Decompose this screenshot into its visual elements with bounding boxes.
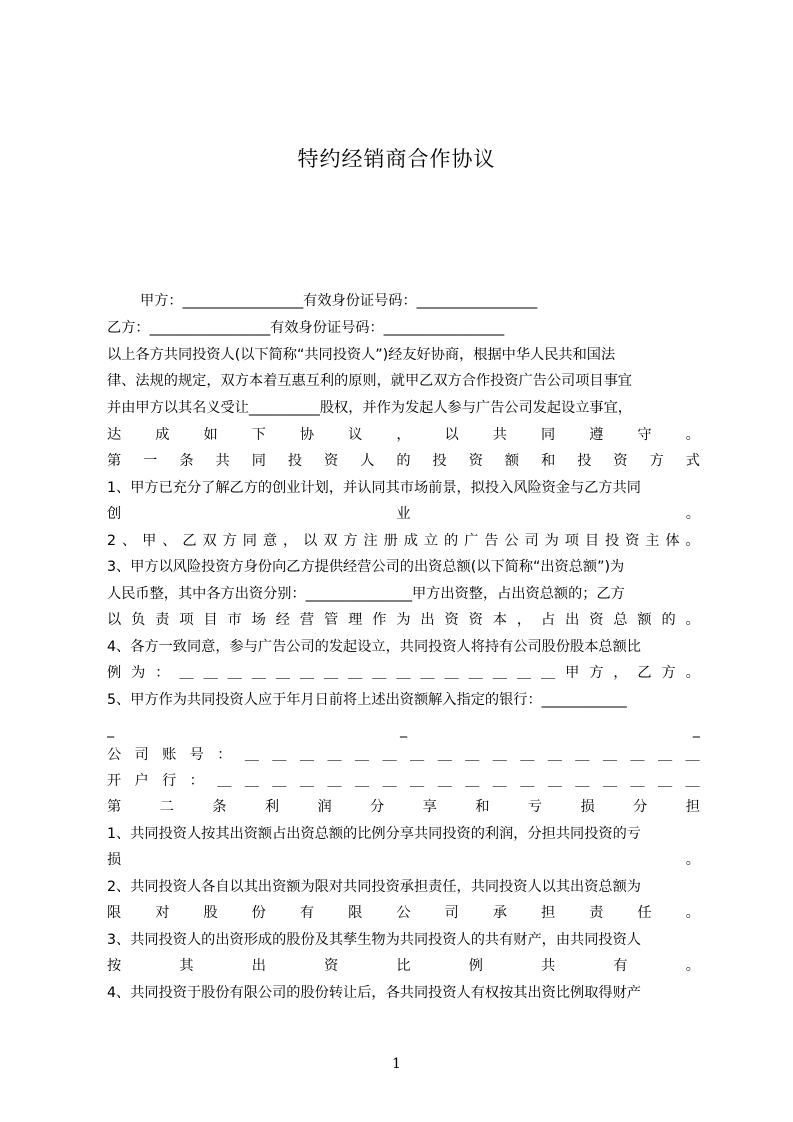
- glyph: 股: [203, 905, 218, 921]
- glyph: _: [107, 722, 115, 738]
- glyph: 第: [107, 799, 122, 815]
- glyph: ＿: [630, 747, 645, 763]
- glyph: 分: [370, 799, 385, 815]
- glyph: ＿: [410, 773, 425, 789]
- glyph: 比: [396, 958, 411, 974]
- glyph: 管: [323, 612, 339, 628]
- glyph: ＿: [323, 665, 339, 681]
- glyph: 开: [107, 773, 122, 789]
- glyph: 资: [324, 453, 339, 469]
- glyph: 投: [604, 533, 620, 549]
- glyph: ＿: [299, 747, 315, 763]
- glyph: 方: [661, 665, 676, 681]
- glyph: _: [399, 722, 408, 738]
- glyph: ＿: [540, 665, 556, 681]
- body-line-justified: [107, 531, 700, 551]
- glyph: 议: [348, 427, 363, 443]
- glyph: 同: [242, 533, 257, 549]
- glyph: 占: [540, 612, 556, 628]
- glyph: 公: [396, 905, 411, 921]
- glyph: 投: [577, 453, 592, 469]
- glyph: ＿: [492, 773, 507, 789]
- glyph: ＿: [685, 773, 700, 789]
- glyph: ＿: [179, 665, 194, 681]
- glyph: 。: [685, 905, 700, 921]
- glyph: 责: [589, 905, 604, 921]
- glyph: 号: [189, 747, 204, 763]
- glyph: 例: [468, 958, 483, 974]
- glyph: 亏: [527, 799, 543, 815]
- glyph: 的: [661, 612, 676, 628]
- glyph: 条: [179, 453, 194, 469]
- glyph: 为: [131, 665, 146, 681]
- body-line-justified: [107, 425, 700, 445]
- glyph: 同: [251, 453, 266, 469]
- glyph: 、: [162, 533, 177, 549]
- glyph: 为: [396, 612, 411, 628]
- glyph: 损: [107, 852, 122, 868]
- glyph: 下: [251, 427, 266, 443]
- glyph: 和: [475, 799, 490, 815]
- glyph: 遵: [589, 427, 604, 443]
- document-title: 特约经销商合作协议: [297, 147, 496, 171]
- glyph: 例: [107, 665, 122, 681]
- glyph: 达: [107, 427, 122, 443]
- glyph: ＿: [630, 773, 645, 789]
- glyph: 同: [540, 427, 556, 443]
- glyph: ＿: [465, 747, 480, 763]
- glyph: 方: [343, 533, 358, 549]
- glyph: ＿: [227, 665, 242, 681]
- glyph: ＿: [575, 773, 590, 789]
- glyph: ，: [613, 665, 628, 681]
- body-line: 并由甲方以其名义受让__________股权，并作为发起人参与广告公司发起设立事宜，: [107, 400, 632, 416]
- glyph: ＿: [685, 747, 700, 763]
- glyph: ＿: [420, 665, 435, 681]
- glyph: 以: [444, 427, 459, 443]
- glyph: ＿: [354, 773, 370, 789]
- glyph: 有: [299, 905, 315, 921]
- glyph: 目: [584, 533, 600, 549]
- glyph: ＿: [299, 773, 315, 789]
- glyph: 册: [383, 533, 398, 549]
- glyph: 司: [444, 905, 459, 921]
- body-line-justified: [107, 850, 700, 870]
- glyph: 润: [317, 799, 332, 815]
- glyph: 2: [107, 533, 117, 549]
- glyph: 担: [540, 905, 556, 921]
- glyph: 项: [564, 533, 579, 549]
- glyph: 乙: [637, 665, 652, 681]
- glyph: ＿: [520, 747, 535, 763]
- glyph: ＿: [217, 773, 232, 789]
- glyph: ＿: [354, 747, 370, 763]
- glyph: 责: [155, 612, 170, 628]
- page-number: 1: [392, 1056, 401, 1072]
- body-line: 1、共同投资人按其出资额占出资总额的比例分享共同投资的利润，分担共同投资的亏: [107, 826, 641, 842]
- glyph: ：: [217, 747, 232, 763]
- body-line: 1、甲方已充分了解乙方的创业计划，并认同其市场前景，拟投入风险资金与乙方共同: [107, 480, 641, 496]
- body-line-justified: [107, 956, 700, 976]
- glyph: 作: [372, 612, 387, 628]
- glyph: 第: [107, 453, 122, 469]
- glyph: 广: [464, 533, 479, 549]
- glyph: 项: [179, 612, 194, 628]
- glyph: ＿: [657, 747, 673, 763]
- glyph: 二: [159, 799, 174, 815]
- glyph: 成: [403, 533, 418, 549]
- bank-line: [107, 771, 700, 791]
- glyph: 承: [492, 905, 507, 921]
- glyph: ＿: [299, 665, 315, 681]
- glyph: 出: [565, 612, 580, 628]
- glyph: 资: [444, 612, 459, 628]
- glyph: 份: [251, 905, 266, 921]
- glyph: 出: [251, 958, 266, 974]
- glyph: ＿: [602, 747, 618, 763]
- glyph: 。: [685, 427, 700, 443]
- body-line-justified: [107, 903, 700, 923]
- glyph: 双: [323, 533, 338, 549]
- glyph: 出: [420, 612, 435, 628]
- glyph: 式: [685, 453, 700, 469]
- article-2-heading: [107, 797, 700, 817]
- glyph: 协: [299, 427, 315, 443]
- glyph: ，: [396, 427, 411, 443]
- glyph: 创: [107, 506, 122, 522]
- glyph: 公: [107, 747, 122, 763]
- glyph: 和: [541, 453, 556, 469]
- glyph: 损: [580, 799, 595, 815]
- glyph: 享: [422, 799, 437, 815]
- glyph: ＿: [382, 747, 397, 763]
- glyph: 额: [504, 453, 520, 469]
- glyph: ＿: [348, 665, 363, 681]
- glyph: ：: [189, 773, 204, 789]
- glyph: 一: [143, 453, 158, 469]
- glyph: 资: [589, 612, 604, 628]
- glyph: 条: [212, 799, 227, 815]
- glyph: 为: [544, 533, 559, 549]
- body-line: 5、甲方作为共同投资人应于年月日前将上述出资额解入指定的银行：____________: [107, 692, 627, 708]
- glyph: ，: [282, 533, 298, 549]
- glyph: 意: [262, 533, 278, 549]
- glyph: 资: [468, 453, 483, 469]
- body-line: 人民币整，其中各方出资分别：_______________甲方出资整，占出资总额的；乙方: [107, 586, 625, 602]
- glyph: ＿: [516, 665, 532, 681]
- party-a-line: 甲方：_________________有效身份证号码：_________________: [140, 293, 538, 309]
- body-line-justified: [107, 663, 700, 683]
- glyph: 以: [107, 612, 122, 628]
- glyph: 业: [396, 506, 411, 522]
- glyph: _: [692, 722, 700, 738]
- glyph: 其: [179, 958, 194, 974]
- glyph: 对: [155, 905, 170, 921]
- glyph: 任: [637, 905, 652, 921]
- glyph: 、: [121, 533, 137, 549]
- glyph: 乙: [182, 533, 197, 549]
- glyph: ＿: [437, 747, 452, 763]
- glyph: 人: [360, 453, 375, 469]
- glyph: 投: [432, 453, 447, 469]
- body-line: 4、各方一致同意，参与广告公司的发起设立，共同投资人将持有公司股份股本总额比: [107, 639, 641, 655]
- glyph: 总: [613, 612, 628, 628]
- glyph: 利: [264, 799, 280, 815]
- glyph: ＿: [396, 665, 411, 681]
- party-b-line: 乙方：_________________有效身份证号码：_________________: [107, 320, 505, 336]
- glyph: ＿: [547, 747, 562, 763]
- glyph: 方: [649, 453, 664, 469]
- glyph: 体: [665, 533, 680, 549]
- glyph: ＿: [465, 773, 480, 789]
- article-1-heading: [107, 451, 700, 471]
- glyph: ＿: [575, 747, 590, 763]
- glyph: 本: [492, 612, 507, 628]
- glyph: ＿: [251, 665, 266, 681]
- glyph: 户: [134, 773, 149, 789]
- glyph: 账: [162, 747, 177, 763]
- glyph: 甲: [565, 665, 580, 681]
- glyph: 。: [685, 665, 700, 681]
- glyph: ＿: [372, 665, 387, 681]
- glyph: ＿: [203, 665, 218, 681]
- body-line-justified: [107, 610, 700, 630]
- glyph: 司: [134, 747, 149, 763]
- glyph: 经: [275, 612, 290, 628]
- underline-fill-line: [107, 720, 700, 740]
- glyph: ＿: [520, 773, 535, 789]
- glyph: 告: [484, 533, 499, 549]
- glyph: 的: [443, 533, 459, 549]
- glyph: 成: [155, 427, 170, 443]
- glyph: ＿: [492, 747, 507, 763]
- glyph: 共: [215, 453, 230, 469]
- body-line: 律、法规的规定，双方本着互惠互利的原则，就甲乙双方合作投资广告公司项目事宜: [107, 373, 632, 389]
- glyph: 如: [203, 427, 218, 443]
- company-account-line: [107, 745, 700, 765]
- glyph: 。: [685, 533, 700, 549]
- glyph: 注: [363, 533, 378, 549]
- glyph: 方: [589, 665, 604, 681]
- glyph: ＿: [468, 665, 483, 681]
- glyph: ＿: [444, 665, 459, 681]
- body-line-justified: [107, 504, 700, 524]
- glyph: 。: [685, 506, 700, 522]
- glyph: ＿: [272, 773, 287, 789]
- glyph: 目: [203, 612, 218, 628]
- glyph: 主: [645, 533, 660, 549]
- body-line: 3、甲方以风险投资方身份向乙方提供经营公司的出资总额(以下简称“出资总额”)为: [107, 559, 625, 575]
- glyph: 额: [637, 612, 652, 628]
- glyph: 负: [131, 612, 146, 628]
- glyph: ＿: [275, 665, 290, 681]
- glyph: 营: [299, 612, 315, 628]
- glyph: 行: [162, 773, 177, 789]
- glyph: ＿: [272, 747, 287, 763]
- glyph: ＿: [657, 773, 673, 789]
- body-line: 2、共同投资人各自以其出资额为限对共同投资承担责任，共同投资人以其出资总额为: [107, 879, 641, 895]
- glyph: 投: [287, 453, 303, 469]
- glyph: 的: [396, 453, 411, 469]
- glyph: 以: [303, 533, 318, 549]
- glyph: 守: [637, 427, 652, 443]
- glyph: 分: [633, 799, 648, 815]
- glyph: 有: [613, 958, 628, 974]
- glyph: 。: [685, 612, 700, 628]
- glyph: 场: [251, 612, 266, 628]
- glyph: 司: [524, 533, 539, 549]
- glyph: ＿: [327, 773, 342, 789]
- glyph: 。: [685, 958, 700, 974]
- glyph: ＿: [244, 773, 259, 789]
- glyph: 限: [107, 905, 122, 921]
- glyph: 资: [324, 958, 339, 974]
- body-line: 4、共同投资于股份有限公司的股份转让后，各共同投资人有权按其出资比例取得财产: [107, 985, 641, 1001]
- glyph: ＿: [244, 747, 259, 763]
- glyph: 按: [107, 958, 122, 974]
- glyph: ＿: [602, 773, 618, 789]
- glyph: ＿: [492, 665, 507, 681]
- glyph: 双: [202, 533, 217, 549]
- glyph: ，: [516, 612, 532, 628]
- glyph: 。: [685, 852, 700, 868]
- glyph: 公: [504, 533, 519, 549]
- glyph: 共: [541, 958, 556, 974]
- glyph: ＿: [547, 773, 562, 789]
- glyph: 资: [468, 612, 483, 628]
- glyph: 甲: [142, 533, 157, 549]
- glyph: 共: [492, 427, 507, 443]
- glyph: ：: [155, 665, 170, 681]
- glyph: ＿: [382, 773, 397, 789]
- body-line: 以上各方共同投资人(以下简称“共同投资人”)经友好协商，根据中华人民共和国法: [107, 347, 616, 363]
- body-line: 3、共同投资人的出资形成的股份及其孳生物为共同投资人的共有财产，由共同投资人: [107, 932, 641, 948]
- glyph: 资: [625, 533, 640, 549]
- glyph: ＿: [410, 747, 425, 763]
- glyph: 担: [685, 799, 700, 815]
- glyph: 方: [222, 533, 237, 549]
- glyph: 资: [613, 453, 628, 469]
- glyph: 限: [348, 905, 363, 921]
- glyph: ＿: [327, 747, 342, 763]
- glyph: 市: [227, 612, 242, 628]
- glyph: 理: [348, 612, 363, 628]
- glyph: 立: [423, 533, 439, 549]
- glyph: ＿: [437, 773, 452, 789]
